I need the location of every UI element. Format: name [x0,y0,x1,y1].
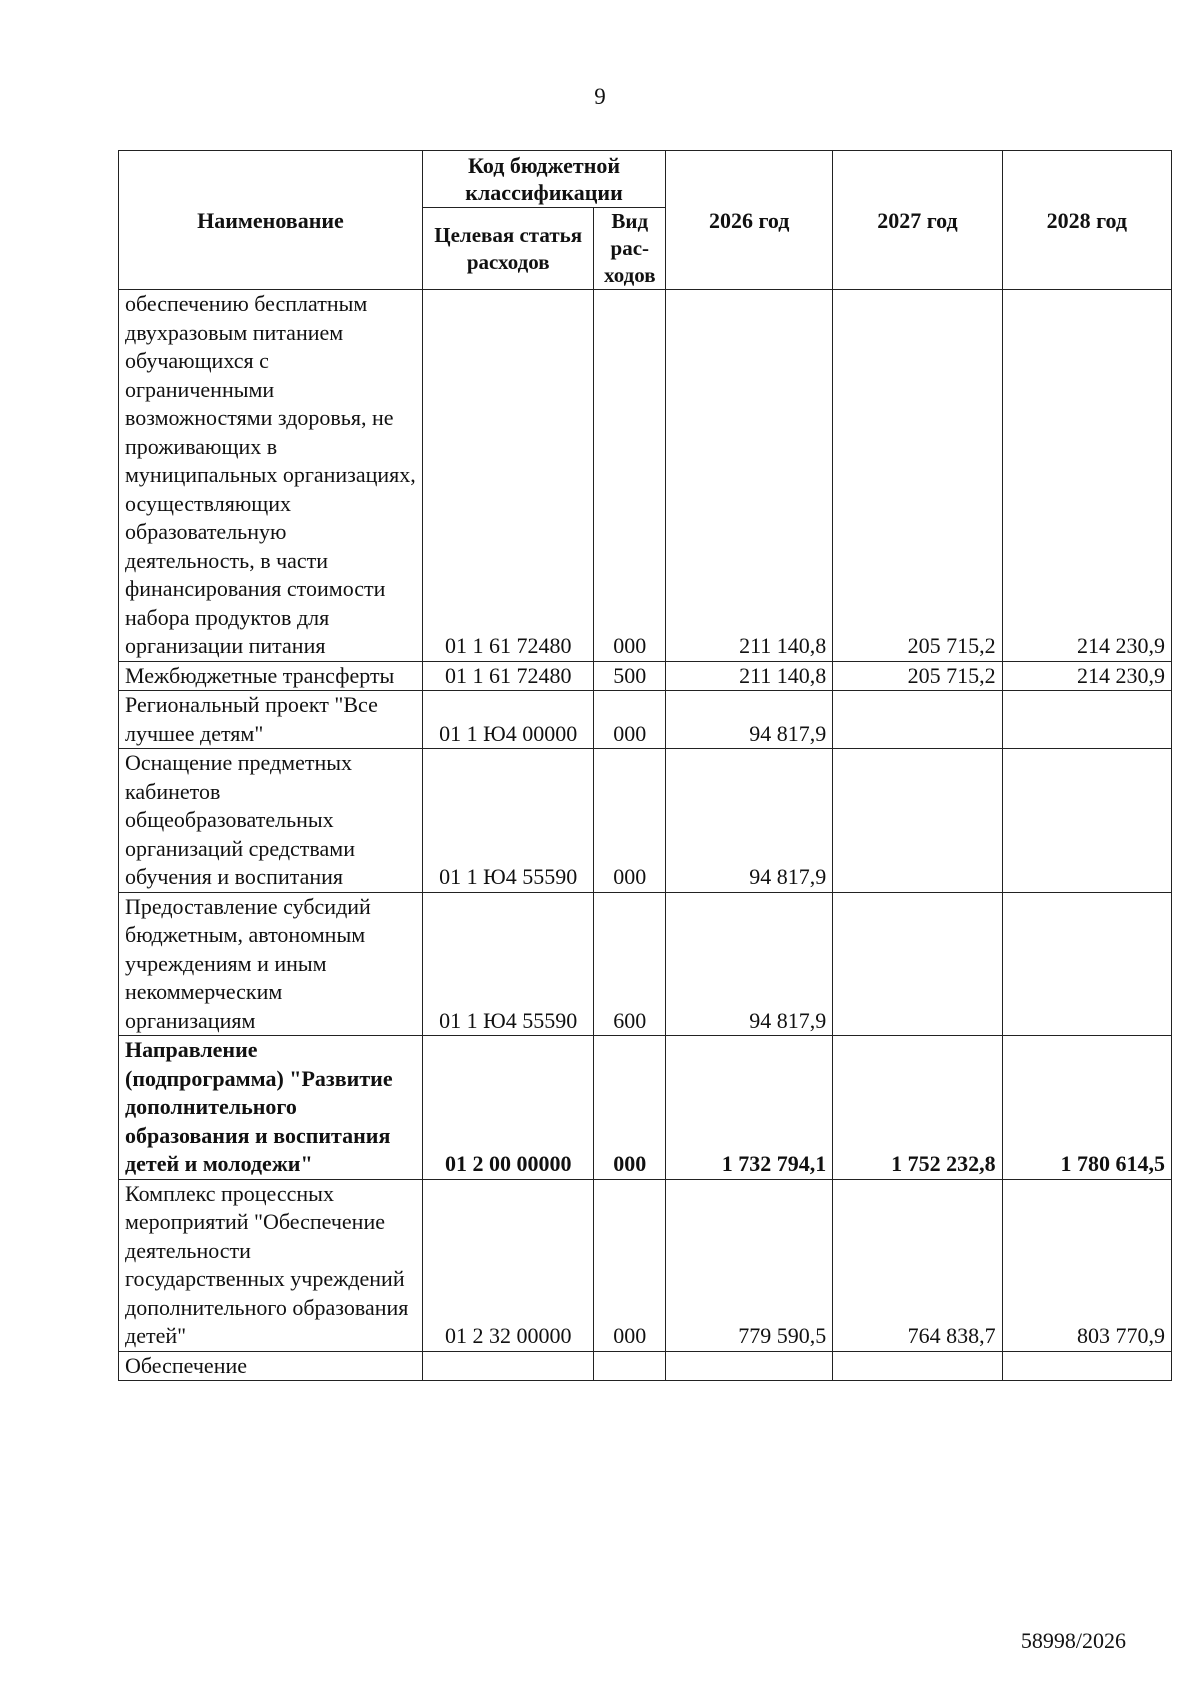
row-code: 01 1 61 72480 [422,290,594,662]
table-row [119,691,1172,749]
row-2026: 211 140,8 [666,290,833,662]
row-kind: 000 [594,1179,666,1351]
table-row [119,749,1172,893]
row-2028 [1002,691,1171,749]
row-2028 [1002,1351,1171,1381]
row-name: Региональный проект "Все лучшее детям" [119,691,423,749]
row-2028: 1 780 614,5 [1002,1036,1171,1180]
row-kind: 000 [594,749,666,893]
row-2027 [833,892,1002,1036]
row-name: обеспечению бесплатным двухразовым питанием обучающихся с ограниченными возможностями здоровья, не проживающих в муниципальных организациях, осуществляющих образовательную деятельность, в части финансирования стоимости набора продуктов для организации питания [119,290,423,662]
row-2028: 803 770,9 [1002,1179,1171,1351]
row-2027 [833,1351,1002,1381]
row-2027 [833,691,1002,749]
row-2027 [833,749,1002,893]
row-2028: 214 230,9 [1002,661,1171,691]
row-2027: 205 715,2 [833,661,1002,691]
row-2026: 94 817,9 [666,892,833,1036]
row-2026: 1 732 794,1 [666,1036,833,1180]
row-name: Комплекс процессных мероприятий "Обеспечение деятельности государственных учреждений дополнительного образования детей" [119,1179,423,1351]
row-name: Оснащение предметных кабинетов общеобразовательных организаций средствами обучения и воспитания [119,749,423,893]
header-2027: 2027 год [833,151,1002,290]
row-name: Межбюджетные трансферты [119,661,423,691]
row-2028: 214 230,9 [1002,290,1171,662]
row-name: Обеспечение [119,1351,423,1381]
table-row [119,290,1172,662]
table-row [119,1036,1172,1180]
row-kind: 500 [594,661,666,691]
header-code-group: Код бюджетной классификации [422,151,665,208]
row-2027: 764 838,7 [833,1179,1002,1351]
page-number: 9 [594,84,606,109]
table-row [119,892,1172,1036]
row-2026: 94 817,9 [666,691,833,749]
row-2026: 779 590,5 [666,1179,833,1351]
table-row [119,661,1172,691]
row-2027: 205 715,2 [833,290,1002,662]
header-name: Наименование [119,151,423,290]
row-name: Предоставление субсидий бюджетным, автономным учреждениям и иным некоммерческим организациям [119,892,423,1036]
row-kind [594,1351,666,1381]
row-code: 01 1 Ю4 00000 [422,691,594,749]
document-number: 58998/2026 [1020,1628,1126,1653]
row-code: 01 2 32 00000 [422,1179,594,1351]
row-2028 [1002,892,1171,1036]
row-kind: 000 [594,1036,666,1180]
row-2028 [1002,749,1171,893]
header-2026: 2026 год [666,151,833,290]
row-kind: 000 [594,691,666,749]
header-expense-type: Вид рас-ходов [594,208,666,290]
row-kind: 000 [594,290,666,662]
table-row [119,1179,1172,1351]
header-2028: 2028 год [1002,151,1171,290]
header-target-article: Целевая статья расходов [422,208,594,290]
row-2026: 94 817,9 [666,749,833,893]
table-header-row [119,151,1172,208]
row-2026 [666,1351,833,1381]
row-code [422,1351,594,1381]
table-row [119,1351,1172,1381]
row-2027: 1 752 232,8 [833,1036,1002,1180]
budget-table [118,150,1172,1381]
row-2026: 211 140,8 [666,661,833,691]
row-code: 01 1 61 72480 [422,661,594,691]
row-kind: 600 [594,892,666,1036]
row-code: 01 1 Ю4 55590 [422,892,594,1036]
row-code: 01 2 00 00000 [422,1036,594,1180]
row-code: 01 1 Ю4 55590 [422,749,594,893]
row-name: Направление (подпрограмма) "Развитие дополнительного образования и воспитания детей и молодежи" [119,1036,423,1180]
